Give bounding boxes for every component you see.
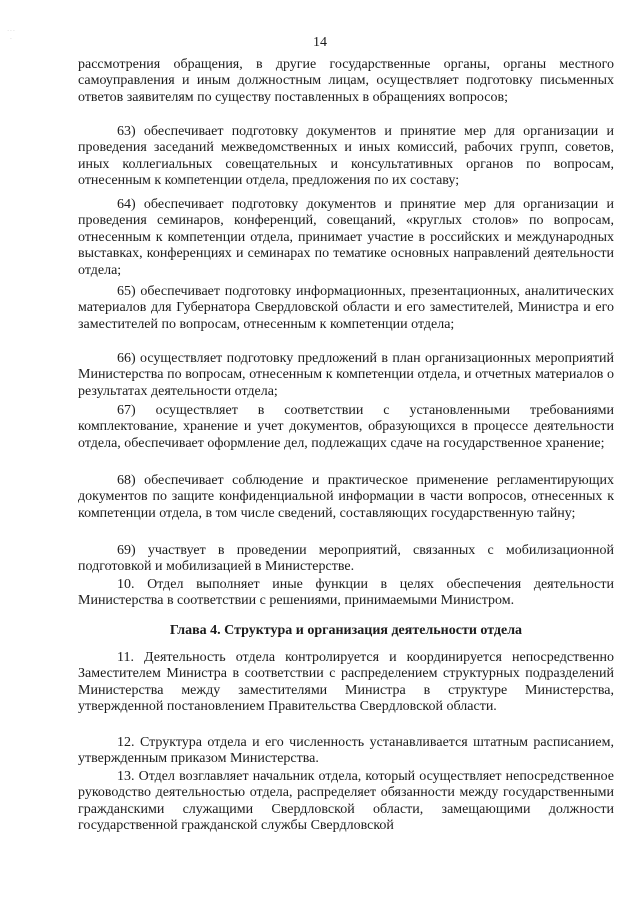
list-item-69 <box>78 543 614 576</box>
page-number: 14 <box>313 35 327 50</box>
paragraph-12 <box>78 735 614 768</box>
list-item-68 <box>78 473 614 522</box>
paragraph-text: 11. Деятельность отдела контролируется и координируется непосредственно Заместителем Министра в соответствии с распределением структурных подразделений Министерства между заместителями Министра в структуре Министерства, утвержденной постановлением Правительства Свердловской области. <box>78 650 614 715</box>
paragraph-text: 12. Структура отдела и его численность устанавливается штатным расписанием, утвержденным приказом Министерства. <box>78 735 614 767</box>
paragraph-text: 68) обеспечивает соблюдение и практическое применение регламентирующих документов по защите конфиденциальной информации в части вопросов, отнесенных к компетенции отдела, в том числе сведений, составляющих государственную тайну; <box>78 473 614 521</box>
paragraph-text: 10. Отдел выполняет иные функции в целях обеспечения деятельности Министерства в соответствии с решениями, принимаемыми Министром. <box>78 577 614 609</box>
chapter-heading-block <box>78 623 614 639</box>
list-item-63 <box>78 124 614 190</box>
paragraph-text: 69) участвует в проведении мероприятий, связанных с мобилизационной подготовкой и мобилизацией в Министерстве. <box>78 543 614 575</box>
paragraph-text: рассмотрения обращения, в другие государственные органы, органы местного самоуправления и иным должностным лицам, осуществляет подготовку письменных ответов заявителям по существу поставленных в обращениях вопросов; <box>78 57 614 105</box>
list-item-67 <box>78 403 614 452</box>
paragraph-text: 13. Отдел возглавляет начальник отдела, который осуществляет непосредственное руководство деятельностью отдела, распределяет обязанности между государственными гражданскими служащими Свердловской области, замещающими должности государственной гражданской службы Свердловской <box>78 769 614 834</box>
paragraph-text: 63) обеспечивает подготовку документов и принятие мер для организации и проведения заседаний межведомственных и иных комиссий, рабочих групп, советов, иных коллегиальных совещательных и консультативных органов по вопросам, отнесенным к компетенции отдела, предложения по их составу; <box>78 124 614 189</box>
paragraph-continuation <box>78 57 614 106</box>
paragraph-text: 65) обеспечивает подготовку информационных, презентационных, аналитических материалов для Губернатора Свердловской области и его заместителей, Министра и его заместителей по вопросам, отнесенным к компетенции отдела; <box>78 284 614 332</box>
paragraph-text: 67) осуществляет в соответствии с установленными требованиями комплектование, хранение и учет документов, образующихся в процессе деятельности отдела, обеспечивает оформление дел, подлежащих сдаче на государственное хранение; <box>78 403 614 451</box>
margin-marks: · · · · <box>7 29 15 42</box>
list-item-66 <box>78 351 614 400</box>
paragraph-13 <box>78 769 614 835</box>
list-item-65 <box>78 284 614 333</box>
paragraph-10 <box>78 577 614 610</box>
chapter-heading: Глава 4. Структура и организация деятельности отдела <box>169 623 523 638</box>
paragraph-text: 64) обеспечивает подготовку документов и принятие мер для организации и проведения семинаров, конференций, совещаний, «круглых столов» по вопросам, отнесенным к компетенции отдела, принимает участие в российских и международных выставках, конференциях и семинарах по тематике основных направлений деятельности отдела; <box>78 197 614 278</box>
paragraph-text: 66) осуществляет подготовку предложений в план организационных мероприятий Министерства по вопросам, отнесенным к компетенции отдела, и отчетных материалов о результатах деятельности отдела; <box>78 351 614 399</box>
list-item-64 <box>78 197 614 279</box>
paragraph-11 <box>78 650 614 716</box>
